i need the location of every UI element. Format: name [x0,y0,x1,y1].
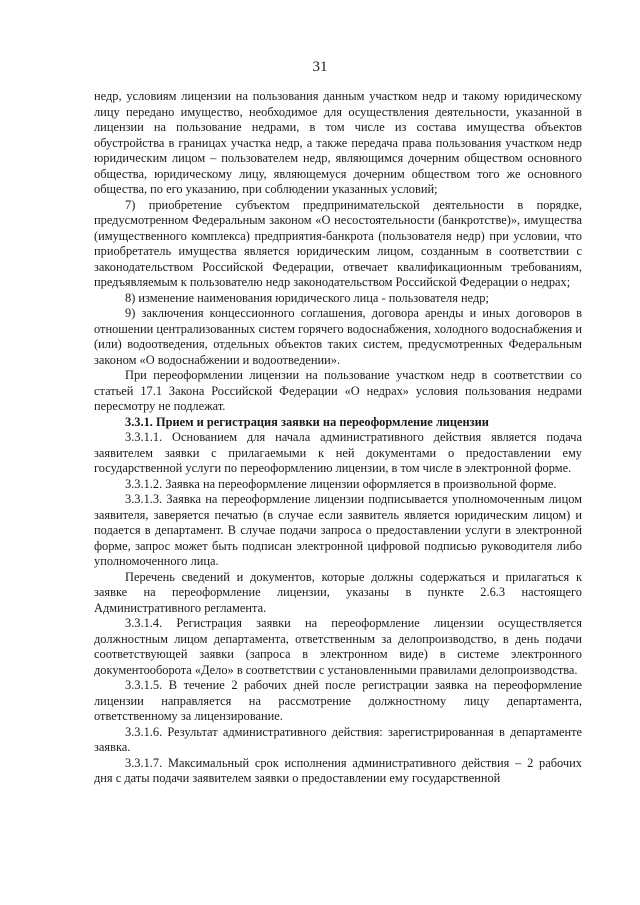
paragraph: Перечень сведений и документов, которые должны содержаться и прилагаться к заявке на переоформление лицензии, указаны в пункте 2.6.3 настоящего Административного регламента. [94,569,582,615]
paragraph: недр, условиям лицензии на пользования данным участком недр и такому юридическому лицу передано имущество, необходимое для осуществления деятельности, указанной в лицензии на пользование недрами, в том числе из состава имущества объектов обустройства в границах участка недр, а также передача права пользования участком недр юридическим лицом – пользователем недр, являющимся дочерним обществом основного общества, юридическому лицу, являющемуся дочерним обществом того же основного общества, по его указанию, при соблюдении указанных условий; [94,89,582,196]
document-body [94,89,582,787]
paragraph: 3.3.1.3. Заявка на переоформление лицензии подписывается уполномоченным лицом заявителя, заверяется печатью (в случае если заявитель является юридическим лицом) и подается в департамент. В случае подачи запроса о предоставлении услуги в электронной форме, запрос может быть подписан электронной цифровой подписью руководителя либо уполномоченного лица. [94,492,582,568]
paragraph: 3.3.1.5. В течение 2 рабочих дней после регистрации заявка на переоформление лицензии направляется на рассмотрение должностному лицу департамента, ответственному за лицензирование. [94,678,582,723]
section-heading: 3.3.1. Прием и регистрация заявки на переоформление лицензии [125,414,489,429]
paragraph: 3.3.1.4. Регистрация заявки на переоформление лицензии осуществляется должностным лицом департамента, ответственным за делопроизводство, в день подачи соответствующей заявки (запроса в электронном виде) в системе электронного документооборота «Дело» в соответствии с установленными правилами делопроизводства. [94,616,582,677]
paragraph: 8) изменение наименования юридического лица - пользователя недр; [125,290,489,305]
paragraph: 3.3.1.1. Основанием для начала административного действия является подача заявителем заявки с прилагаемыми к ней документами о предоставлении ему государственной услуги по переоформлению лицензии, в том числе в электронной форме. [94,430,582,475]
paragraph: 9) заключения концессионного соглашения, договора аренды и иных договоров в отношении централизованных систем горячего водоснабжения, холодного водоснабжения и (или) водоотведения, отдельных объектов таких систем, предусмотренных Федеральным законом «О водоснабжении и водоотведении». [94,306,582,367]
paragraph: 3.3.1.2. Заявка на переоформление лицензии оформляется в произвольной форме. [125,476,557,491]
paragraph: При переоформлении лицензии на пользование участком недр в соответствии со статьей 17.1 Закона Российской Федерации «О недрах» условия пользования недрами пересмотру не подлежат. [94,368,582,413]
paragraph: 3.3.1.6. Результат административного действия: зарегистрированная в департаменте заявка. [94,724,582,754]
paragraph: 3.3.1.7. Максимальный срок исполнения административного действия – 2 рабочих дня с даты подачи заявителем заявки о предоставлении ему государственной [94,755,582,785]
paragraph: 7) приобретение субъектом предпринимательской деятельности в порядке, предусмотренном Федеральным законом «О несостоятельности (банкротстве)», имущества (имущественного комплекса) предприятия-банкрота (пользователя недр) при условии, что приобретатель имущества является юридическим лицом, созданным в соответствии с законодательством Российской Федерации, отвечает квалификационным требованиям, предъявляемым к пользователю недр законодательством Российской Федерации о недрах; [94,197,582,289]
page-number: 31 [312,59,328,75]
